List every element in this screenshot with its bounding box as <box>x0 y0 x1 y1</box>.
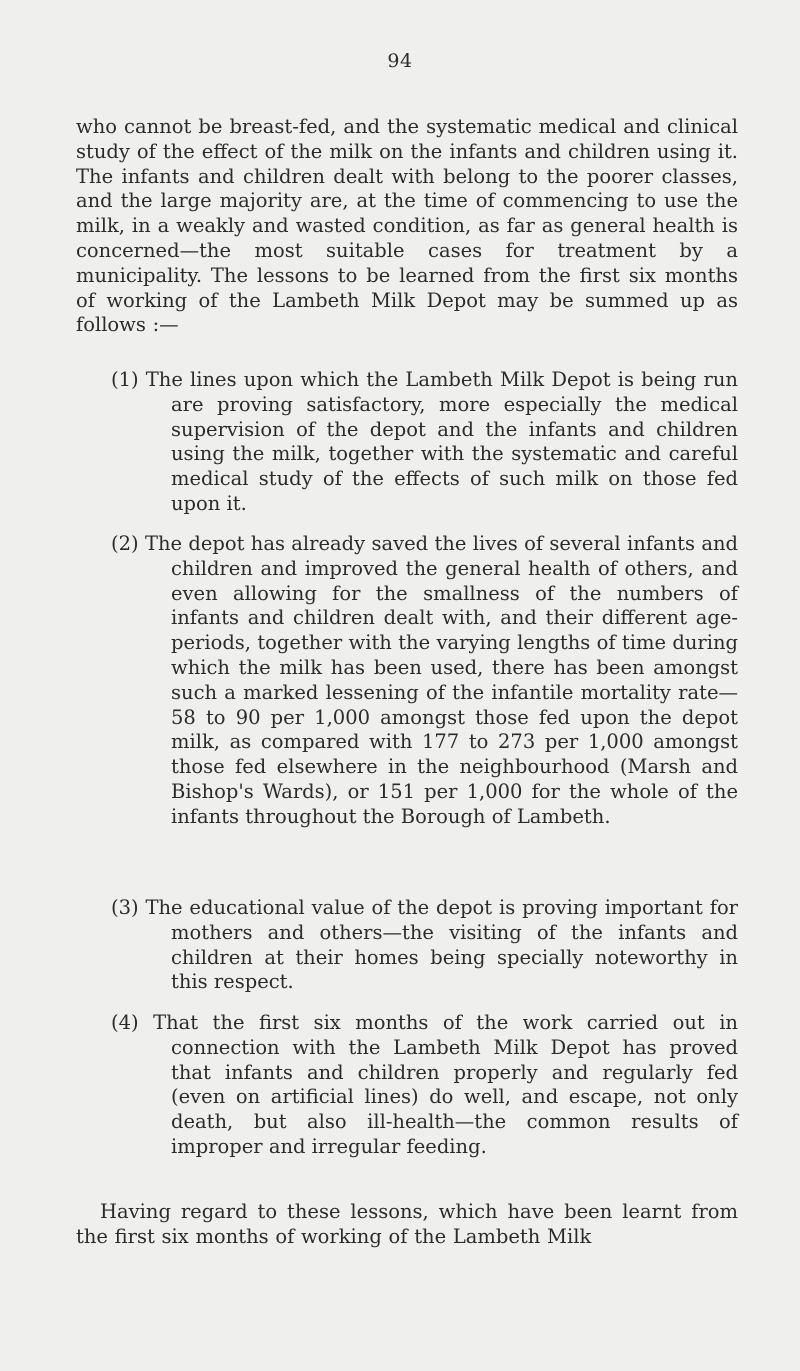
intro-paragraph: who cannot be breast-fed, and the systematic medical and clinical study of the effect of the milk on the infants and children using it. The infants and children dealt with belong to the poorer classes, and the large majority are, at the time of commencing to use the milk, in a weakly and wasted condition, as far as general health is concerned—the most suitable cases for treatment by a municipality. The lessons to be learned from the first six months of working of the Lambeth Milk Depot may be summed up as follows :— <box>76 115 738 337</box>
lesson-number: (4) <box>111 1011 139 1034</box>
lesson-text: The depot has already saved the lives of several infants and children and improved the general health of others, and even allowing for the smallness of the numbers of infants and children dealt with, and their different age-periods, together with the varying lengths of time during which the milk has been used, there has been amongst such a marked lessening of the infantile mortality rate—58 to 90 per 1,000 amongst those fed upon the depot milk, as compared with 177 to 273 per 1,000 amongst those fed elsewhere in the neighbourhood (Marsh and Bishop's Wards), or 151 per 1,000 for the whole of the infants throughout the Borough of Lambeth. <box>144 532 738 828</box>
closing-paragraph: Having regard to these lessons, which have been learnt from the first six months of working of the Lambeth Milk <box>76 1200 738 1248</box>
lesson-item-4 <box>111 1011 738 1160</box>
lesson-text: The lines upon which the Lambeth Milk Depot is being run are proving satisfactory, more especially the medical supervision of the depot and the infants and children using the milk, together with the systematic and careful medical study of the effects of such milk on those fed upon it. <box>145 368 738 515</box>
lesson-item-2 <box>111 532 738 830</box>
lesson-number: (2) <box>111 532 139 555</box>
lesson-text: The educational value of the depot is proving important for mothers and others—the visiting of the infants and children at their homes being specially noteworthy in this respect. <box>145 896 739 994</box>
lesson-number: (1) <box>111 368 139 391</box>
lesson-text: That the first six months of the work carried out in connection with the Lambeth Milk Depot has proved that infants and children properly and regularly fed (even on artificial lines) do well, and escape, not only death, but also ill-health—the common results of improper and irregular feeding. <box>153 1011 738 1158</box>
lesson-item-3 <box>111 896 738 995</box>
lesson-item-1 <box>111 368 738 517</box>
page-number: 94 <box>387 50 413 72</box>
lesson-number: (3) <box>111 896 139 919</box>
